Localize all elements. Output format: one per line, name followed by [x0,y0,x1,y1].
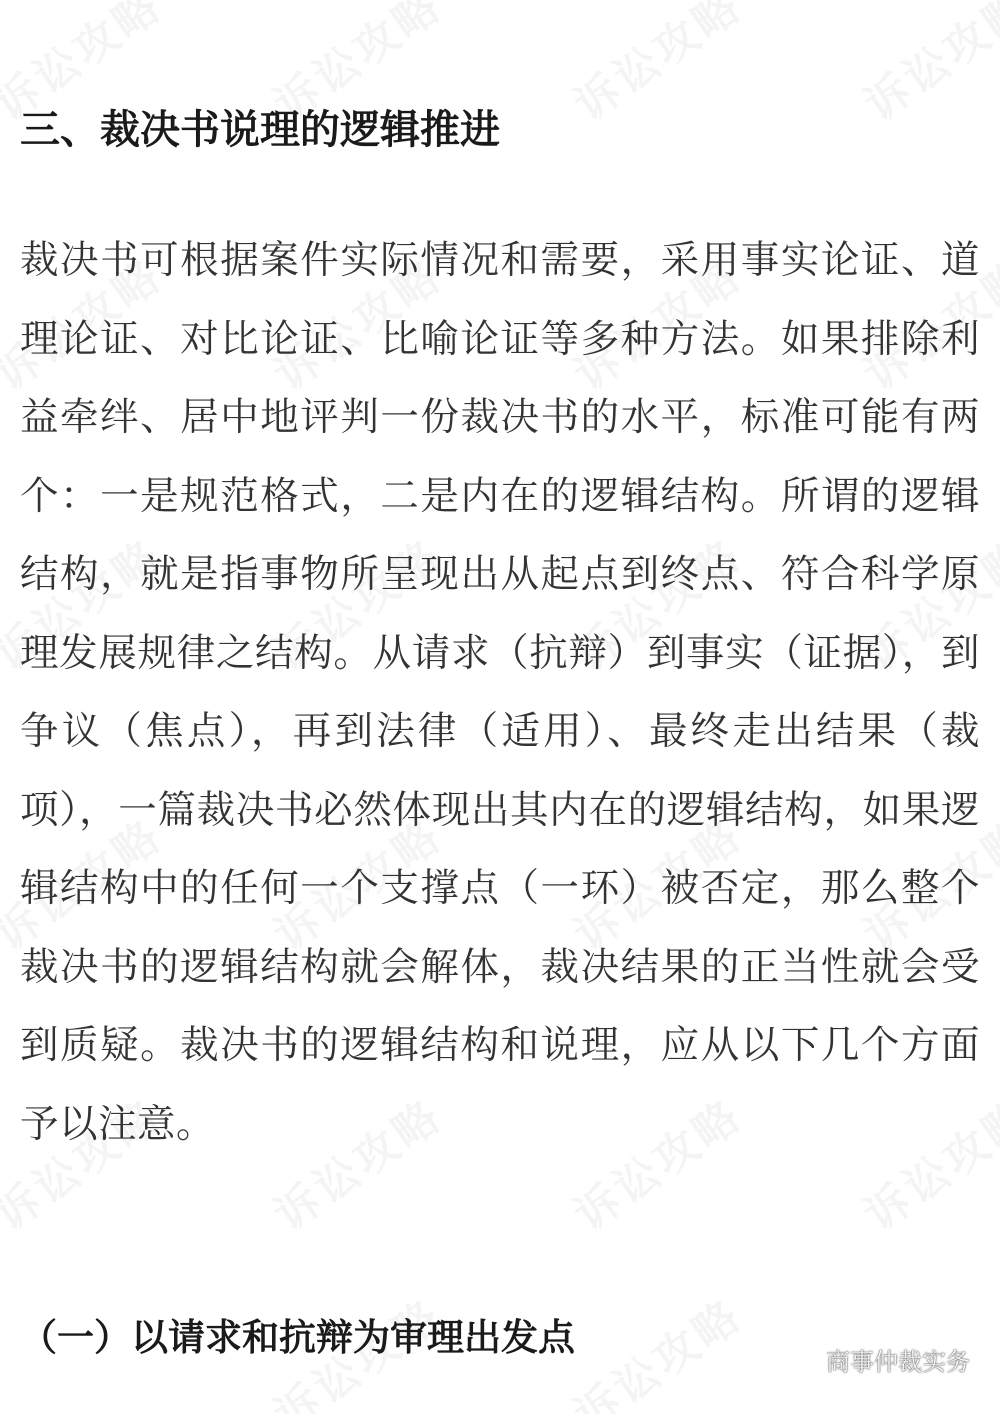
account-badge[interactable] [788,1342,970,1377]
watermark [849,0,1000,133]
subsection-title: （一）以请求和抗辩为审理出发点 [20,1316,575,1359]
watermark [559,0,753,133]
body-paragraph: 裁决书可根据案件实际情况和需要，采用事实论证、道理论证、对比论证、比喻论证等多种方法。如果排除利益牵绊、居中地评判一份裁决书的水平，标准可能有两个：一是规范格式，二是内在的逻辑结构。所谓的逻辑结构，就是指事物所呈现出从起点到终点、符合科学原理发展规律之结构。从请求（抗辩）到事实（证据），到争议（焦点），再到法律（适用）、最终走出结果（裁项），一篇裁决书必然体现出其内在的逻辑结构，如果逻辑结构中的任何一个支撑点（一环）被否定，那么整个裁决书的逻辑结构就会解体，裁决结果的正当性就会受到质疑。裁决书的逻辑结构和说理，应从以下几个方面予以注意。 [20,238,980,1147]
watermark [559,1281,753,1414]
wechat-icon [788,1345,818,1375]
account-name: 商事仲裁实务 [826,1348,970,1376]
section-title: 三、裁决书说理的逻辑推进 [20,107,500,153]
